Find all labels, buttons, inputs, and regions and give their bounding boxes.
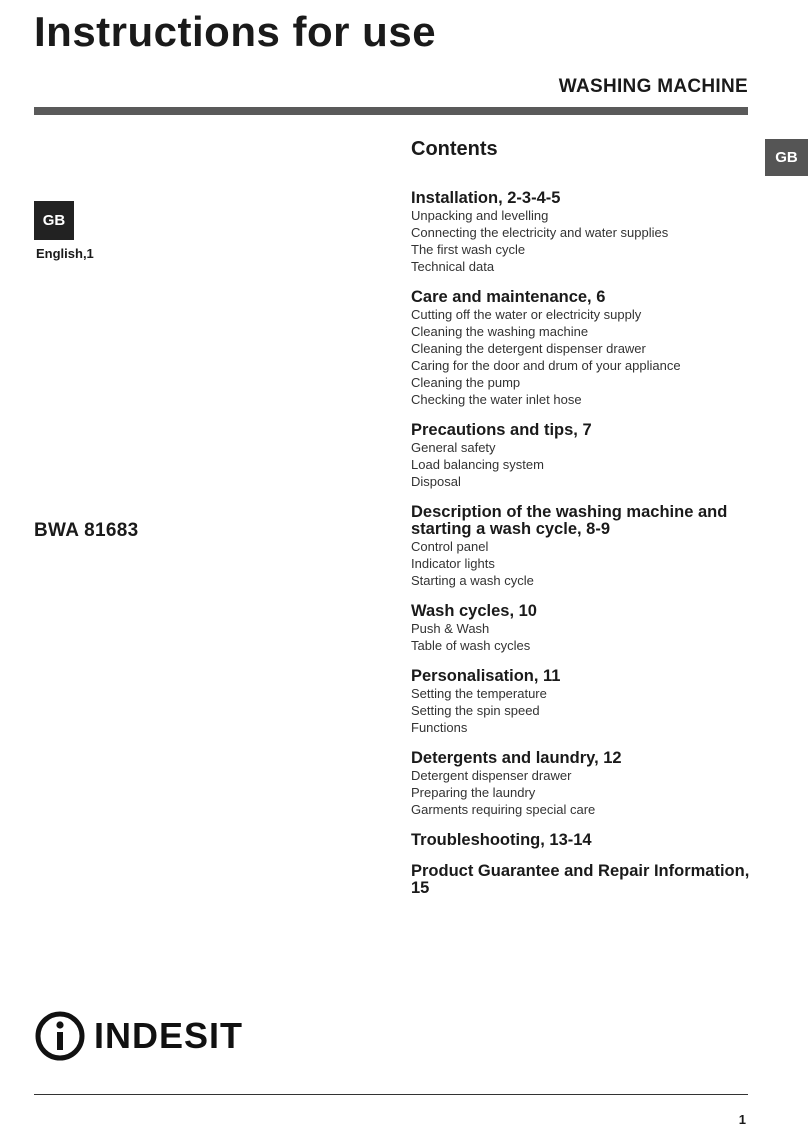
toc-section-title: Description of the washing machine and starting a wash cycle, 8-9 <box>411 503 728 538</box>
toc-item: Checking the water inlet hose <box>411 392 582 407</box>
toc-section-title: Installation, 2-3-4-5 <box>411 189 561 207</box>
brand-name: INDESIT <box>94 1015 244 1056</box>
toc-item: Preparing the laundry <box>411 785 536 800</box>
page-number: 1 <box>738 1112 746 1127</box>
toc-item: Cleaning the detergent dispenser drawer <box>411 341 646 356</box>
toc-item: Indicator lights <box>411 556 495 571</box>
toc-item: Connecting the electricity and water supplies <box>411 225 669 240</box>
toc-item: General safety <box>411 440 496 455</box>
brand-logo <box>34 1010 243 1062</box>
header-rule <box>34 107 748 115</box>
model-number: BWA 81683 <box>34 520 139 541</box>
toc-section-title: Detergents and laundry, 12 <box>411 749 622 767</box>
language-side-tab: GB <box>765 139 808 176</box>
page-title: Instructions for use <box>34 8 437 55</box>
toc-section <box>411 422 751 490</box>
toc-item: Caring for the door and drum of your appliance <box>411 358 681 373</box>
toc-section-title: Troubleshooting, 13-14 <box>411 831 592 849</box>
toc-item: Control panel <box>411 539 489 554</box>
toc-section-title: Wash cycles, 10 <box>411 602 537 620</box>
toc-item: Cleaning the washing machine <box>411 324 589 339</box>
toc-section-title: Precautions and tips, 7 <box>411 421 592 439</box>
toc-section <box>411 289 751 408</box>
toc-item: Cleaning the pump <box>411 375 521 390</box>
toc-item: Garments requiring special care <box>411 802 596 817</box>
toc-item: Setting the temperature <box>411 686 547 701</box>
toc-section <box>411 832 751 849</box>
toc-section-title: Product Guarantee and Repair Information, 15 <box>411 862 750 897</box>
table-of-contents <box>411 190 751 911</box>
language-badge: GB <box>34 201 74 240</box>
toc-section <box>411 863 751 897</box>
toc-item: Load balancing system <box>411 457 544 472</box>
toc-item: Unpacking and levelling <box>411 208 549 223</box>
indesit-logo-icon <box>34 1010 86 1062</box>
toc-item: Starting a wash cycle <box>411 573 534 588</box>
toc-section-title: Personalisation, 11 <box>411 667 561 685</box>
toc-item: Cutting off the water or electricity supply <box>411 307 642 322</box>
product-type: WASHING MACHINE <box>558 76 748 97</box>
toc-item: Push & Wash <box>411 621 490 636</box>
toc-item: Technical data <box>411 259 495 274</box>
toc-item: Table of wash cycles <box>411 638 531 653</box>
toc-section <box>411 603 751 654</box>
contents-heading: Contents <box>411 138 498 160</box>
toc-section <box>411 190 751 275</box>
toc-item: The first wash cycle <box>411 242 526 257</box>
toc-item: Functions <box>411 720 468 735</box>
language-label: English,1 <box>36 246 94 261</box>
toc-section-title: Care and maintenance, 6 <box>411 288 606 306</box>
toc-item: Setting the spin speed <box>411 703 540 718</box>
toc-section <box>411 668 751 736</box>
toc-item: Disposal <box>411 474 461 489</box>
toc-section <box>411 504 751 589</box>
toc-section <box>411 750 751 818</box>
toc-item: Detergent dispenser drawer <box>411 768 572 783</box>
footer-rule <box>34 1094 748 1095</box>
